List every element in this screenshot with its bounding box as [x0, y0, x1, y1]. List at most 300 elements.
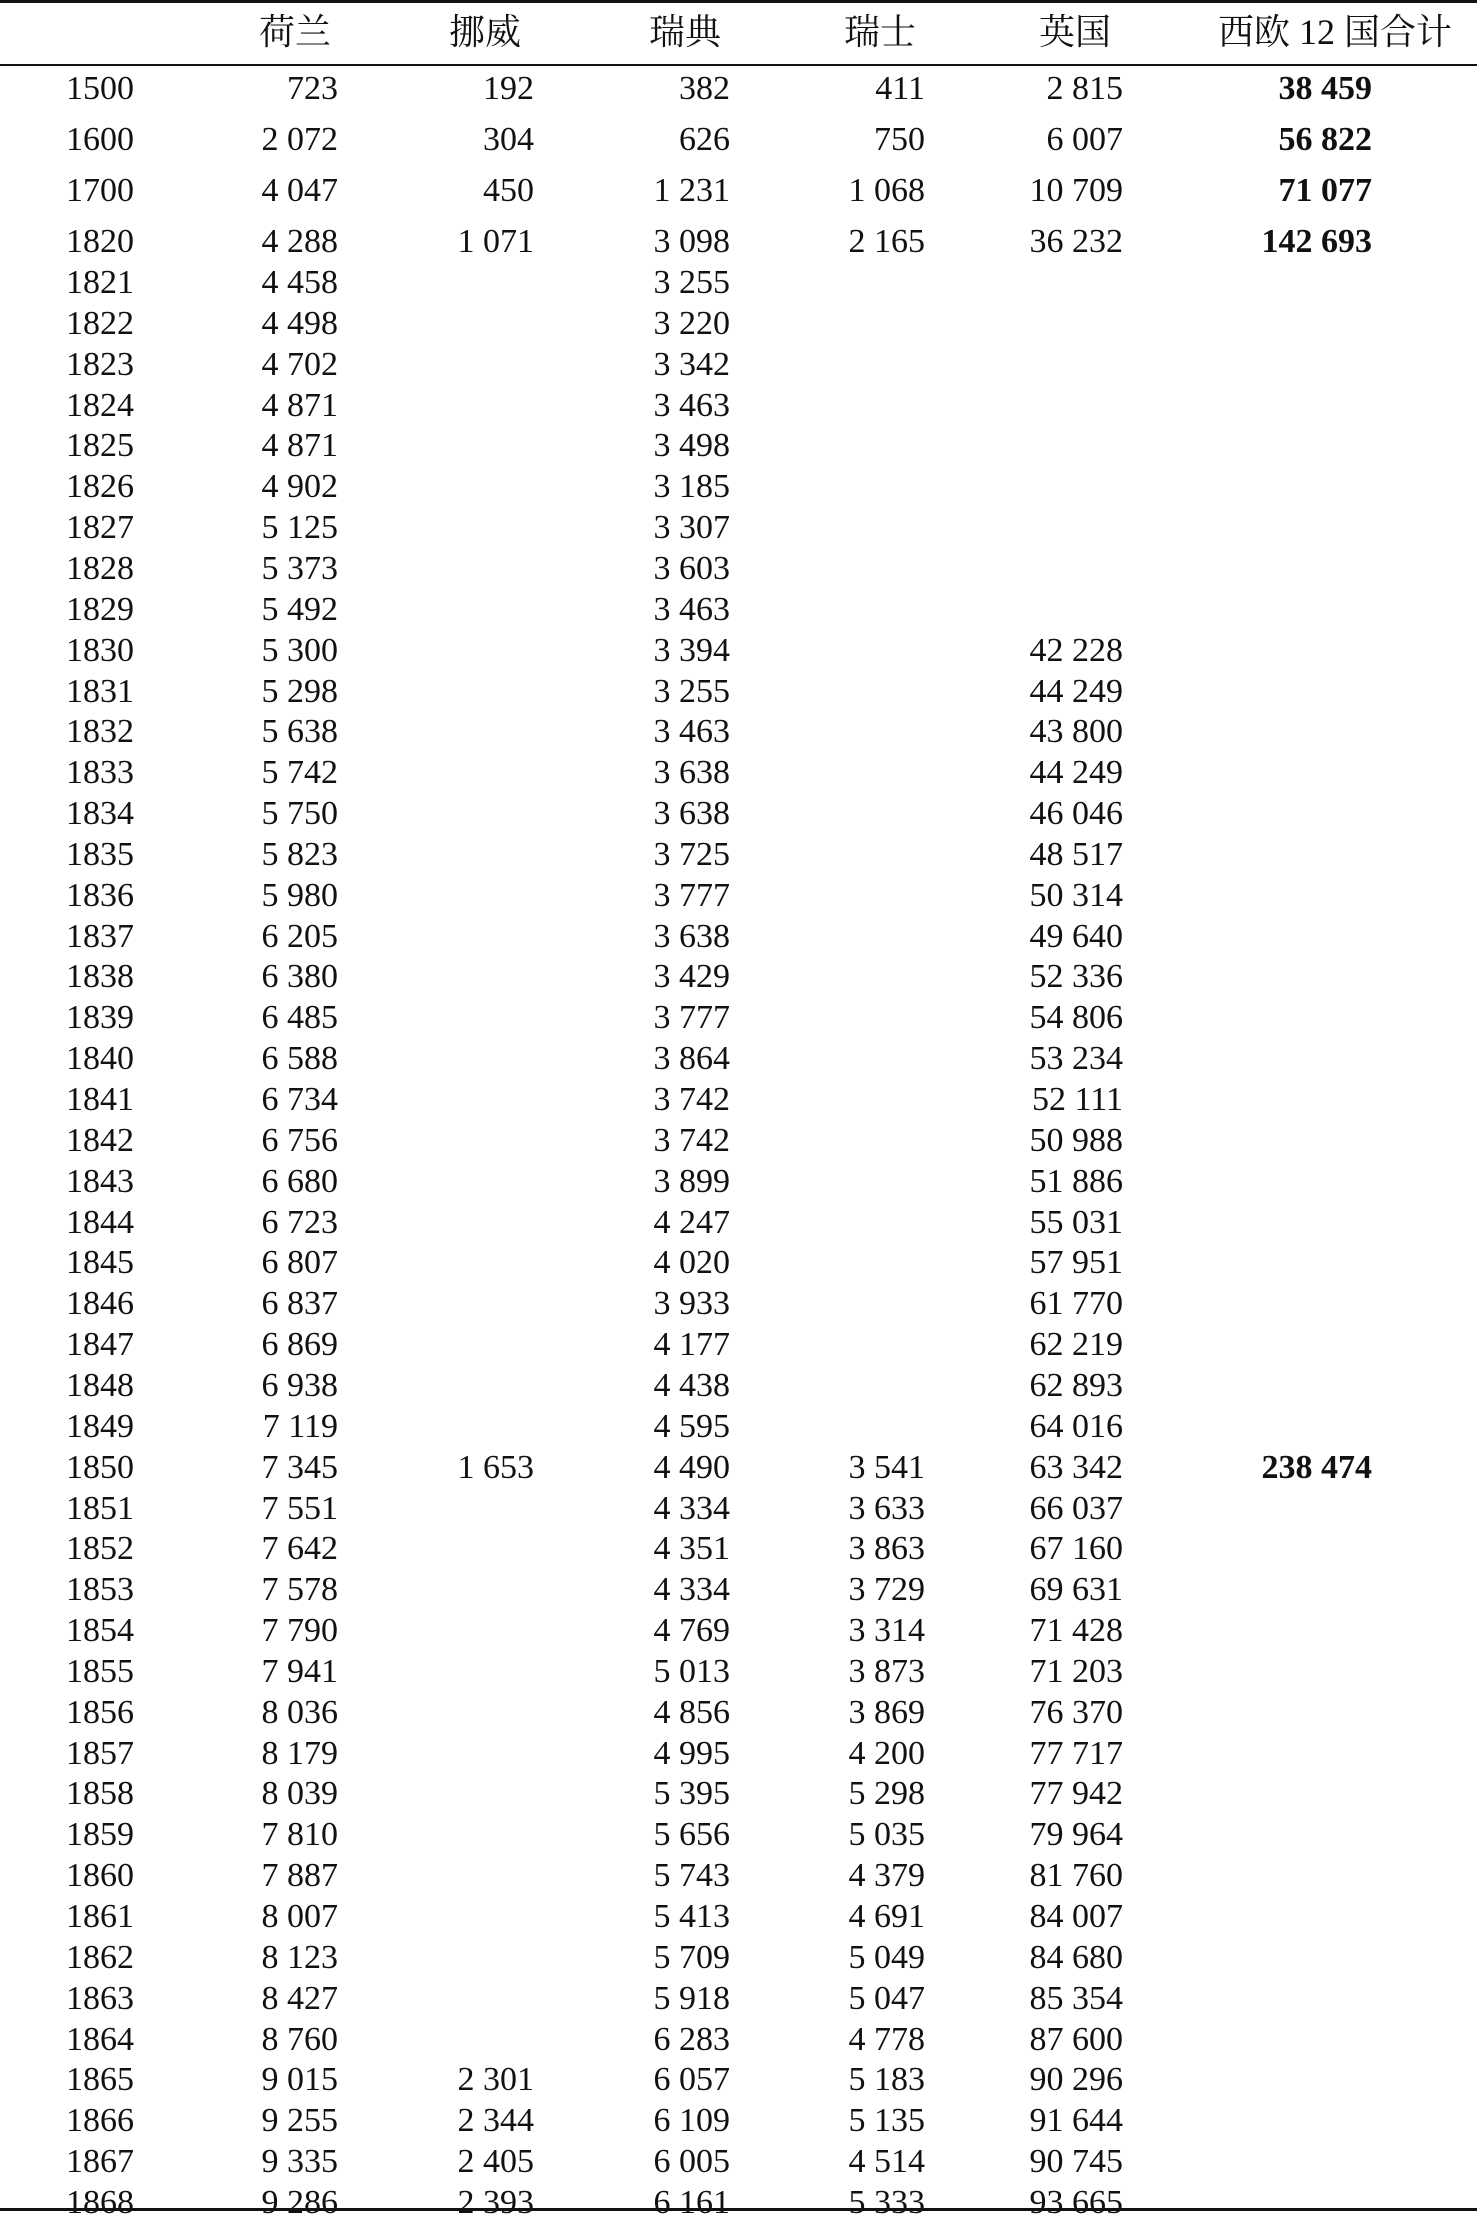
cell-year: 1854 — [66, 1612, 134, 1650]
cell-norway — [400, 1406, 534, 1447]
cell-year: 1839 — [66, 999, 134, 1037]
cell-netherlands: 4 902 — [261, 468, 338, 506]
cell-norway — [400, 834, 534, 875]
cell-netherlands: 7 810 — [261, 1816, 338, 1854]
cell-uk: 61 770 — [1029, 1285, 1123, 1323]
cell-netherlands: 7 887 — [261, 1857, 338, 1895]
header-sweden-label: 瑞典 — [648, 12, 721, 52]
cell-uk: 53 234 — [1029, 1040, 1123, 1078]
cell-switzerland — [800, 1161, 925, 1202]
cell-year: 1827 — [66, 509, 134, 547]
cell-sweden: 6 005 — [653, 2143, 730, 2181]
cell-norway — [400, 1733, 534, 1774]
cell-uk: 87 600 — [1029, 2020, 1123, 2058]
table-row — [0, 1079, 1477, 1120]
cell-sweden: 4 595 — [653, 1407, 730, 1445]
cell-sweden: 5 709 — [653, 1938, 730, 1976]
cell-norway — [400, 589, 534, 630]
cell-norway — [400, 1773, 534, 1814]
cell-year: 1850 — [66, 1448, 134, 1486]
cell-uk: 69 631 — [1029, 1571, 1123, 1609]
cell-uk: 90 745 — [1029, 2143, 1123, 2181]
cell-netherlands: 5 298 — [261, 672, 338, 710]
table-row — [0, 507, 1477, 548]
cell-uk — [960, 385, 1123, 426]
cell-year: 1853 — [66, 1571, 134, 1609]
cell-total — [1150, 1937, 1372, 1978]
cell-total — [1150, 2059, 1372, 2100]
cell-norway — [400, 671, 534, 712]
cell-uk — [960, 344, 1123, 385]
cell-switzerland: 411 — [875, 70, 925, 107]
table-row — [0, 711, 1477, 752]
table-row — [0, 1610, 1477, 1651]
cell-netherlands: 6 807 — [261, 1244, 338, 1282]
cell-switzerland — [800, 507, 925, 548]
cell-netherlands: 6 588 — [261, 1040, 338, 1078]
cell-sweden: 3 742 — [653, 1121, 730, 1159]
cell-norway — [400, 1978, 534, 2019]
cell-total — [1150, 1855, 1372, 1896]
cell-uk: 62 893 — [1029, 1366, 1123, 1404]
cell-switzerland — [800, 793, 925, 834]
cell-sweden: 3 933 — [653, 1285, 730, 1323]
cell-total — [1150, 1488, 1372, 1529]
cell-norway — [400, 548, 534, 589]
table-row — [0, 875, 1477, 916]
cell-year: 1600 — [66, 121, 134, 158]
cell-year: 1830 — [66, 631, 134, 669]
cell-switzerland: 3 863 — [848, 1530, 925, 1568]
cell-norway — [400, 1324, 534, 1365]
cell-sweden: 3 777 — [653, 999, 730, 1037]
cell-uk — [960, 589, 1123, 630]
table-row — [0, 1733, 1477, 1774]
cell-year: 1842 — [66, 1121, 134, 1159]
cell-switzerland: 5 049 — [848, 1938, 925, 1976]
cell-uk: 76 370 — [1029, 1693, 1123, 1731]
table-row — [0, 1937, 1477, 1978]
cell-netherlands: 9 015 — [261, 2061, 338, 2099]
cell-sweden: 3 603 — [653, 549, 730, 587]
cell-netherlands: 7 941 — [261, 1652, 338, 1690]
cell-netherlands: 4 871 — [261, 427, 338, 465]
cell-switzerland: 750 — [874, 121, 925, 158]
cell-switzerland — [800, 711, 925, 752]
cell-total — [1150, 2100, 1372, 2141]
cell-uk: 85 354 — [1029, 1979, 1123, 2017]
table-row — [0, 344, 1477, 385]
cell-norway: 2 393 — [457, 2183, 534, 2221]
cell-uk: 6 007 — [1046, 121, 1123, 158]
cell-norway — [400, 1937, 534, 1978]
cell-year: 1500 — [66, 70, 134, 107]
cell-sweden: 3 255 — [653, 672, 730, 710]
cell-sweden: 3 638 — [653, 754, 730, 792]
cell-sweden: 5 013 — [653, 1652, 730, 1690]
cell-switzerland: 5 035 — [848, 1816, 925, 1854]
cell-sweden: 3 498 — [653, 427, 730, 465]
table-row — [0, 1120, 1477, 1161]
cell-switzerland — [800, 956, 925, 997]
cell-norway — [400, 507, 534, 548]
cell-switzerland — [800, 385, 925, 426]
table-row — [0, 630, 1477, 671]
cell-total — [1150, 589, 1372, 630]
cell-year: 1848 — [66, 1366, 134, 1404]
cell-total — [1150, 344, 1372, 385]
table-row — [0, 1528, 1477, 1569]
table-row — [0, 262, 1477, 303]
cell-total — [1150, 1651, 1372, 1692]
cell-norway — [400, 1692, 534, 1733]
cell-uk: 48 517 — [1029, 835, 1123, 873]
cell-netherlands: 9 335 — [261, 2143, 338, 2181]
cell-switzerland — [800, 1120, 925, 1161]
cell-total — [1150, 262, 1372, 303]
cell-year: 1837 — [66, 917, 134, 955]
cell-netherlands: 8 123 — [261, 1938, 338, 1976]
table-row — [0, 2141, 1477, 2182]
cell-sweden: 5 743 — [653, 1857, 730, 1895]
cell-total — [1150, 1120, 1372, 1161]
cell-norway — [400, 1365, 534, 1406]
cell-netherlands: 6 869 — [261, 1326, 338, 1364]
cell-total — [1150, 507, 1372, 548]
cell-sweden: 4 490 — [653, 1448, 730, 1486]
table-row — [0, 1161, 1477, 1202]
cell-switzerland — [800, 752, 925, 793]
cell-total — [1150, 1283, 1372, 1324]
cell-switzerland — [800, 548, 925, 589]
cell-year: 1829 — [66, 590, 134, 628]
table-row — [0, 1773, 1477, 1814]
cell-netherlands: 5 125 — [261, 509, 338, 547]
table-row — [0, 303, 1477, 344]
cell-norway — [400, 1896, 534, 1937]
cell-year: 1861 — [66, 1898, 134, 1935]
cell-norway — [400, 793, 534, 834]
cell-sweden: 3 220 — [653, 304, 730, 342]
table-row — [0, 1283, 1477, 1324]
cell-uk: 66 037 — [1029, 1489, 1123, 1527]
cell-year: 1822 — [66, 304, 134, 342]
cell-uk: 91 644 — [1029, 2102, 1123, 2140]
cell-norway — [400, 956, 534, 997]
cell-switzerland — [800, 1406, 925, 1447]
cell-norway — [400, 711, 534, 752]
cell-year: 1849 — [66, 1407, 134, 1445]
cell-sweden: 4 351 — [653, 1530, 730, 1568]
cell-switzerland — [800, 1038, 925, 1079]
cell-uk: 79 964 — [1029, 1816, 1123, 1854]
cell-netherlands: 5 373 — [261, 549, 338, 587]
cell-uk — [960, 303, 1123, 344]
cell-switzerland — [800, 834, 925, 875]
cell-netherlands: 6 485 — [261, 999, 338, 1037]
cell-norway — [400, 1814, 534, 1855]
cell-total — [1150, 2141, 1372, 2182]
table-row — [0, 1569, 1477, 1610]
cell-uk — [960, 466, 1123, 507]
cell-year: 1836 — [66, 876, 134, 914]
cell-norway — [400, 425, 534, 466]
cell-sweden: 5 413 — [653, 1898, 730, 1935]
cell-netherlands: 7 119 — [262, 1407, 338, 1445]
cell-uk: 52 111 — [1032, 1081, 1123, 1118]
cell-norway — [400, 1610, 534, 1651]
cell-switzerland: 4 514 — [848, 2143, 925, 2181]
cell-sweden: 382 — [679, 70, 730, 107]
cell-switzerland — [800, 875, 925, 916]
table-bottom-rule — [0, 2208, 1477, 2211]
cell-norway: 450 — [483, 172, 534, 209]
cell-year: 1855 — [66, 1652, 134, 1690]
cell-uk: 62 219 — [1029, 1326, 1123, 1364]
cell-norway: 2 405 — [457, 2143, 534, 2181]
cell-sweden: 626 — [679, 121, 730, 158]
cell-total — [1150, 1733, 1372, 1774]
cell-total — [1150, 1406, 1372, 1447]
cell-netherlands: 8 760 — [261, 2020, 338, 2058]
cell-switzerland — [800, 1365, 925, 1406]
cell-switzerland — [800, 1202, 925, 1243]
cell-netherlands: 5 300 — [261, 631, 338, 669]
cell-total — [1150, 997, 1372, 1038]
cell-total — [1150, 1610, 1372, 1651]
cell-netherlands: 7 642 — [261, 1530, 338, 1568]
table-row — [0, 997, 1477, 1038]
cell-year: 1844 — [66, 1203, 134, 1241]
table-row — [0, 548, 1477, 589]
cell-norway — [400, 262, 534, 303]
cell-switzerland: 3 869 — [848, 1693, 925, 1731]
cell-switzerland — [800, 630, 925, 671]
table-row — [0, 425, 1477, 466]
cell-netherlands: 6 205 — [261, 917, 338, 955]
cell-year: 1833 — [66, 754, 134, 792]
cell-total — [1150, 834, 1372, 875]
cell-switzerland: 5 135 — [848, 2102, 925, 2140]
cell-year: 1841 — [66, 1081, 134, 1118]
cell-sweden: 3 742 — [653, 1081, 730, 1118]
cell-netherlands: 5 750 — [261, 795, 338, 833]
cell-uk: 71 203 — [1029, 1652, 1123, 1690]
cell-netherlands: 4 047 — [261, 172, 338, 209]
cell-sweden: 4 856 — [653, 1693, 730, 1731]
cell-year: 1820 — [66, 223, 134, 260]
cell-total — [1150, 1038, 1372, 1079]
cell-sweden: 3 098 — [653, 223, 730, 260]
cell-switzerland: 3 541 — [848, 1448, 925, 1486]
cell-sweden: 4 247 — [653, 1203, 730, 1241]
cell-sweden: 3 864 — [653, 1040, 730, 1078]
cell-sweden: 5 395 — [653, 1775, 730, 1813]
cell-switzerland: 5 183 — [848, 2061, 925, 2099]
cell-sweden: 4 438 — [653, 1366, 730, 1404]
cell-norway — [400, 303, 534, 344]
cell-total: 71 077 — [1278, 172, 1372, 209]
table-row — [0, 466, 1477, 507]
cell-sweden: 4 334 — [653, 1489, 730, 1527]
table-row — [0, 1692, 1477, 1733]
cell-netherlands: 6 837 — [261, 1285, 338, 1323]
cell-switzerland — [800, 671, 925, 712]
cell-total — [1150, 466, 1372, 507]
cell-netherlands: 8 036 — [261, 1693, 338, 1731]
cell-total — [1150, 752, 1372, 793]
cell-sweden: 4 995 — [653, 1734, 730, 1772]
cell-sweden: 6 283 — [653, 2020, 730, 2058]
cell-norway — [400, 752, 534, 793]
cell-norway: 2 344 — [457, 2102, 534, 2140]
cell-switzerland — [800, 303, 925, 344]
header-switzerland-label: 瑞士 — [843, 12, 916, 52]
cell-year: 1860 — [66, 1857, 134, 1895]
table-row — [0, 834, 1477, 875]
cell-norway — [400, 1202, 534, 1243]
cell-year: 1843 — [66, 1162, 134, 1200]
header-total-label: 西欧 12 国合计 — [1217, 12, 1452, 52]
table-row — [0, 956, 1477, 997]
cell-year: 1857 — [66, 1734, 134, 1772]
cell-switzerland — [800, 1324, 925, 1365]
cell-norway — [400, 1161, 534, 1202]
cell-year: 1835 — [66, 835, 134, 873]
cell-uk: 50 988 — [1029, 1121, 1123, 1159]
cell-norway — [400, 385, 534, 426]
table-row — [0, 1488, 1477, 1529]
cell-sweden: 3 463 — [653, 713, 730, 751]
table-row — [0, 752, 1477, 793]
table-row — [0, 793, 1477, 834]
cell-total — [1150, 711, 1372, 752]
cell-netherlands: 2 072 — [261, 121, 338, 158]
cell-year: 1867 — [66, 2143, 134, 2181]
cell-netherlands: 6 756 — [261, 1121, 338, 1159]
cell-year: 1838 — [66, 958, 134, 996]
cell-sweden: 5 918 — [653, 1979, 730, 2017]
cell-netherlands: 4 702 — [261, 345, 338, 383]
table-row — [0, 1447, 1477, 1488]
header-norway-label: 挪威 — [448, 12, 521, 52]
cell-netherlands: 7 345 — [261, 1448, 338, 1486]
cell-sweden: 3 429 — [653, 958, 730, 996]
cell-switzerland — [800, 425, 925, 466]
table-row — [0, 1202, 1477, 1243]
cell-norway — [400, 997, 534, 1038]
cell-netherlands: 9 255 — [261, 2102, 338, 2140]
cell-sweden: 4 020 — [653, 1244, 730, 1282]
cell-netherlands: 5 638 — [261, 713, 338, 751]
cell-netherlands: 5 823 — [261, 835, 338, 873]
cell-uk: 46 046 — [1029, 795, 1123, 833]
cell-netherlands: 8 039 — [261, 1775, 338, 1813]
cell-year: 1863 — [66, 1979, 134, 2017]
cell-sweden: 5 656 — [653, 1816, 730, 1854]
cell-norway: 2 301 — [457, 2061, 534, 2099]
cell-total: 238 474 — [1261, 1448, 1372, 1486]
cell-total — [1150, 1773, 1372, 1814]
cell-netherlands: 7 578 — [261, 1571, 338, 1609]
table-row — [0, 221, 1477, 262]
cell-netherlands: 6 734 — [261, 1081, 338, 1118]
cell-netherlands: 8 007 — [261, 1898, 338, 1935]
cell-uk — [960, 507, 1123, 548]
cell-sweden: 3 638 — [653, 795, 730, 833]
cell-norway — [400, 630, 534, 671]
table-row — [0, 1242, 1477, 1283]
table-row — [0, 1978, 1477, 2019]
cell-norway — [400, 1855, 534, 1896]
cell-total: 38 459 — [1278, 70, 1372, 107]
cell-switzerland: 3 729 — [848, 1571, 925, 1609]
cell-netherlands: 8 427 — [261, 1979, 338, 2017]
cell-norway: 1 071 — [457, 223, 534, 260]
cell-uk: 54 806 — [1029, 999, 1123, 1037]
header-netherlands-label: 荷兰 — [258, 12, 331, 52]
cell-uk: 67 160 — [1029, 1530, 1123, 1568]
cell-uk: 55 031 — [1029, 1203, 1123, 1241]
cell-sweden: 1 231 — [653, 172, 730, 209]
cell-total — [1150, 385, 1372, 426]
cell-year: 1859 — [66, 1816, 134, 1854]
cell-total — [1150, 630, 1372, 671]
cell-switzerland: 5 298 — [848, 1775, 925, 1813]
cell-norway — [400, 1038, 534, 1079]
table-row — [0, 2059, 1477, 2100]
cell-year: 1845 — [66, 1244, 134, 1282]
cell-uk: 71 428 — [1029, 1612, 1123, 1650]
table-row — [0, 1814, 1477, 1855]
cell-norway — [400, 1488, 534, 1529]
cell-norway: 304 — [483, 121, 534, 158]
cell-switzerland — [800, 466, 925, 507]
cell-switzerland: 3 633 — [848, 1489, 925, 1527]
cell-total — [1150, 875, 1372, 916]
cell-netherlands: 723 — [287, 70, 338, 107]
cell-year: 1856 — [66, 1693, 134, 1731]
table-row — [0, 1651, 1477, 1692]
cell-norway: 192 — [483, 70, 534, 107]
cell-total — [1150, 1528, 1372, 1569]
cell-sweden: 3 777 — [653, 876, 730, 914]
cell-netherlands: 9 286 — [261, 2183, 338, 2221]
cell-uk: 57 951 — [1029, 1244, 1123, 1282]
cell-uk: 77 942 — [1029, 1775, 1123, 1813]
cell-sweden: 6 109 — [653, 2102, 730, 2140]
cell-switzerland — [800, 344, 925, 385]
cell-netherlands: 6 938 — [261, 1366, 338, 1404]
cell-total — [1150, 1896, 1372, 1937]
table-row — [0, 68, 1477, 109]
cell-total — [1150, 1242, 1372, 1283]
cell-year: 1864 — [66, 2020, 134, 2058]
table-row — [0, 1324, 1477, 1365]
cell-sweden: 3 638 — [653, 917, 730, 955]
cell-total: 56 822 — [1278, 121, 1372, 158]
cell-year: 1868 — [66, 2183, 134, 2221]
cell-netherlands: 5 492 — [261, 590, 338, 628]
cell-norway — [400, 916, 534, 957]
cell-total — [1150, 1161, 1372, 1202]
cell-year: 1865 — [66, 2061, 134, 2099]
cell-uk: 49 640 — [1029, 917, 1123, 955]
cell-year: 1866 — [66, 2102, 134, 2140]
cell-netherlands: 4 498 — [261, 304, 338, 342]
cell-switzerland: 3 314 — [848, 1612, 925, 1650]
cell-total — [1150, 1202, 1372, 1243]
